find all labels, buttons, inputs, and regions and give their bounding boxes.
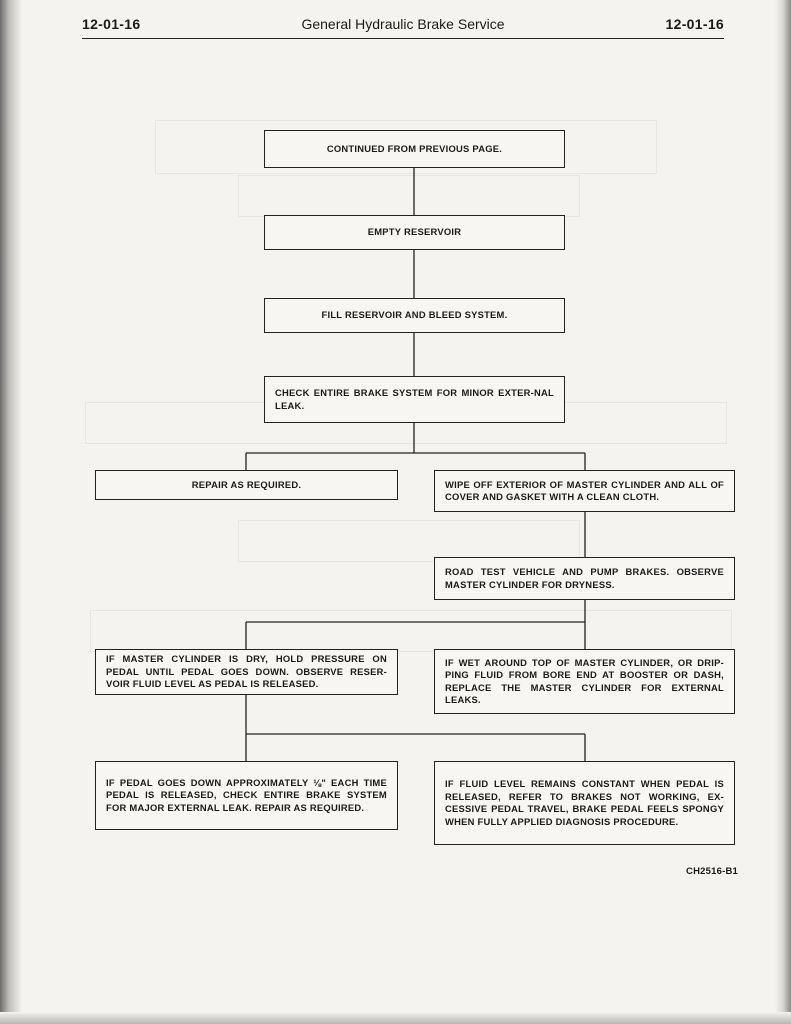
box-if-wet-around-top bbox=[434, 649, 735, 714]
box-wipe-off-exterior bbox=[434, 470, 735, 512]
box-text: EMPTY RESERVOIR bbox=[367, 226, 462, 238]
page-title: General Hydraulic Brake Service bbox=[301, 16, 505, 32]
box-text: IF FLUID LEVEL REMAINS CONSTANT WHEN PEDAL IS RELEASED, REFER TO BRAKES NOT WORKING, EX-CESSIVE PEDAL TRAVEL, BRAKE PEDAL FEELS SPONGY WHEN FULLY APPLIED DIAGNOSIS PROCEDURE. bbox=[445, 778, 724, 827]
box-text: IF MASTER CYLINDER IS DRY, HOLD PRESSURE ON PEDAL UNTIL PEDAL GOES DOWN. OBSERVE RESER-VOIR FLUID LEVEL AS PEDAL IS RELEASED. bbox=[106, 653, 387, 690]
figure-code: CH2516-B1 bbox=[686, 866, 738, 877]
box-text: CHECK ENTIRE BRAKE SYSTEM FOR MINOR EXTER-NAL LEAK. bbox=[275, 387, 554, 411]
box-check-minor-leak bbox=[264, 376, 565, 423]
section-number-left: 12-01-16 bbox=[82, 16, 141, 32]
box-text: CONTINUED FROM PREVIOUS PAGE. bbox=[326, 142, 503, 154]
box-text: IF WET AROUND TOP OF MASTER CYLINDER, OR DRIP-PING FLUID FROM BORE END AT BOOSTER OR DASH, REPLACE THE MASTER CYLINDER FOR EXTERNAL LEAKS. bbox=[445, 656, 724, 705]
section-number-right: 12-01-16 bbox=[665, 16, 724, 32]
box-text: FILL RESERVOIR AND BLEED SYSTEM. bbox=[321, 309, 508, 321]
box-text: REPAIR AS REQUIRED. bbox=[191, 478, 302, 490]
box-if-pedal-goes-down bbox=[95, 761, 398, 830]
box-if-master-cylinder-dry bbox=[95, 649, 398, 695]
box-repair-as-required bbox=[95, 470, 398, 500]
box-empty-reservoir bbox=[264, 215, 565, 250]
box-fill-reservoir bbox=[264, 298, 565, 333]
box-text: ROAD TEST VEHICLE AND PUMP BRAKES. OBSERVE MASTER CYLINDER FOR DRYNESS. bbox=[445, 566, 724, 590]
box-if-fluid-level-constant bbox=[434, 761, 735, 845]
box-continued-from-previous-page bbox=[264, 130, 565, 168]
box-road-test bbox=[434, 557, 735, 600]
box-text: IF PEDAL GOES DOWN APPROXIMATELY ⅛" EACH TIME PEDAL IS RELEASED, CHECK ENTIRE BRAKE SYSTEM FOR MAJOR EXTERNAL LEAK. REPAIR AS REQUIRED. bbox=[106, 776, 387, 813]
box-text: WIPE OFF EXTERIOR OF MASTER CYLINDER AND ALL OF COVER AND GASKET WITH A CLEAN CLOTH. bbox=[445, 478, 724, 502]
